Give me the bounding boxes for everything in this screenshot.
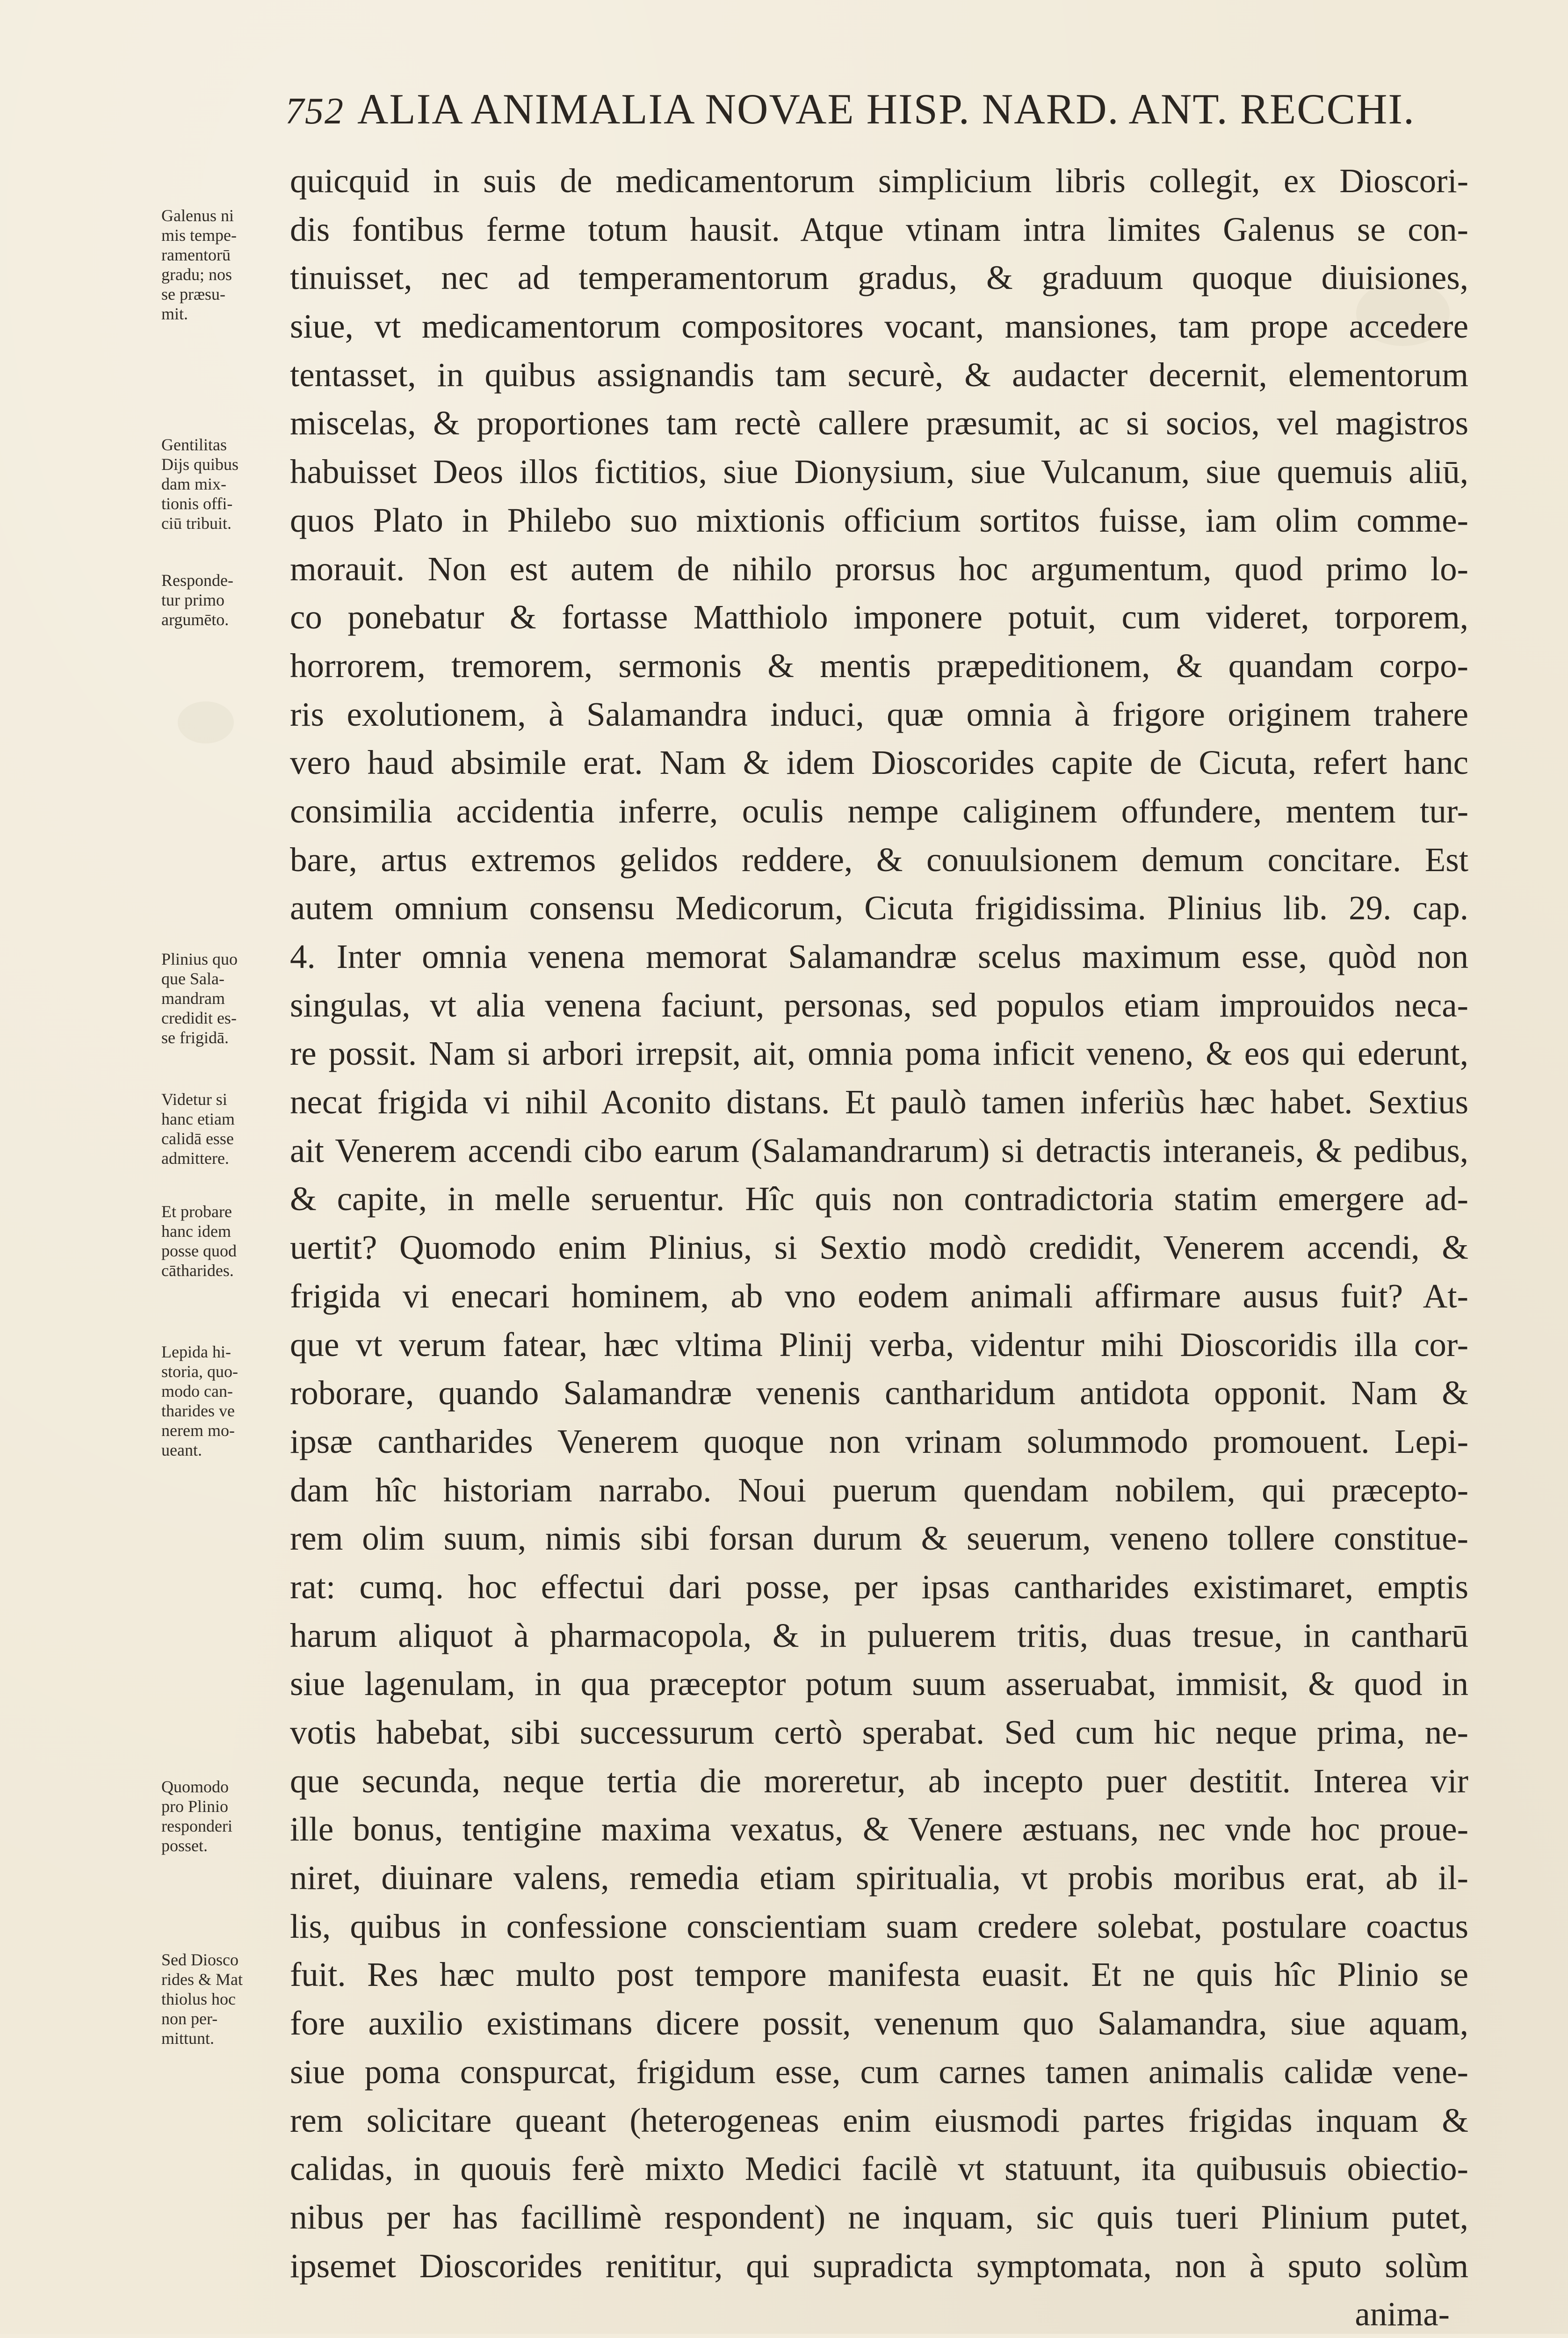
marginal-note-line: Quomodo bbox=[161, 1777, 229, 1796]
text-line: harum aliquot à pharmacopola, & in puluerem tritis, duas tresue, in cantharū bbox=[290, 1616, 1468, 1654]
marginal-note-line: posset. bbox=[161, 1836, 208, 1855]
marginal-note-line: tionis offi- bbox=[161, 494, 233, 513]
marginal-note-line: credidit es- bbox=[161, 1009, 237, 1027]
marginal-note bbox=[161, 206, 283, 324]
marginal-note-line: mit. bbox=[161, 304, 188, 323]
marginal-note-line: cātharides. bbox=[161, 1261, 234, 1280]
marginal-note-line: argumēto. bbox=[161, 610, 229, 629]
marginal-note-line: modo can- bbox=[161, 1382, 233, 1400]
text-line: tinuisset, nec ad temperamentorum gradus, & graduum quoque diuisiones, bbox=[290, 259, 1468, 297]
marginal-note-line: que Sala- bbox=[161, 969, 224, 988]
marginal-note-line: thiolus hoc bbox=[161, 1990, 236, 2008]
text-line: que vt verum fatear, hæc vltima Plinij verba, videntur mihi Dioscoridis illa cor- bbox=[290, 1325, 1468, 1364]
marginal-note bbox=[161, 435, 283, 533]
text-line: horrorem, tremorem, sermonis & mentis præpeditionem, & quandam corpo- bbox=[290, 646, 1468, 685]
marginal-note-line: ciū tribuit. bbox=[161, 514, 231, 533]
paper-stain bbox=[178, 701, 234, 743]
marginal-note bbox=[161, 1950, 283, 2048]
text-line: dis fontibus ferme totum hausit. Atque vtinam intra limites Galenus se con- bbox=[290, 210, 1468, 248]
marginal-note-line: rides & Mat bbox=[161, 1970, 243, 1989]
marginal-note-line: pro Plinio bbox=[161, 1797, 229, 1816]
marginal-note bbox=[161, 1202, 283, 1280]
text-line: tentasset, in quibus assignandis tam securè, & audacter decernit, elementorum bbox=[290, 355, 1468, 394]
marginal-note bbox=[161, 570, 283, 629]
text-line: 4. Inter omnia venena memorat Salamandræ scelus maximum esse, quòd non bbox=[290, 938, 1468, 975]
text-line: dam hîc historiam narrabo. Noui puerum quendam nobilem, qui præcepto- bbox=[290, 1471, 1468, 1509]
text-line: ipsemet Dioscorides renititur, qui supradicta symptomata, non à sputo solùm bbox=[290, 2246, 1468, 2285]
text-line: ipsæ cantharides Venerem quoque non vrinam solummodo promouent. Lepi- bbox=[290, 1422, 1468, 1460]
marginal-note bbox=[161, 1090, 283, 1168]
marginal-note-line: Plinius quo bbox=[161, 950, 238, 968]
text-line: fuit. Res hæc multo post tempore manifesta euasit. Et ne quis hîc Plinio se bbox=[290, 1956, 1468, 1994]
marginal-note-line: tur primo bbox=[161, 591, 224, 609]
marginal-note-line: Gentilitas bbox=[161, 435, 227, 454]
marginal-note-line: se frigidā. bbox=[161, 1028, 229, 1047]
text-line: niret, diuinare valens, remedia etiam spiritualia, vt probis moribus erat, ab il- bbox=[290, 1859, 1468, 1897]
text-line: re possit. Nam si arbori irrepsit, ait, omnia poma inficit veneno, & eos qui ederunt, bbox=[290, 1034, 1468, 1073]
text-line: miscelas, & proportiones tam rectè callere præsumit, ac si socios, vel magistros bbox=[290, 404, 1468, 442]
marginal-note-line: hanc idem bbox=[161, 1222, 231, 1241]
marginal-note-line: mis tempe- bbox=[161, 226, 237, 245]
marginal-note-line: storia, quo- bbox=[161, 1362, 238, 1381]
text-line: quicquid in suis de medicamentorum simplicium libris collegit, ex Dioscori- bbox=[290, 162, 1468, 200]
text-line: necat frigida vi nihil Aconito distans. Et paulò tamen inferiùs hæc habet. Sextius bbox=[290, 1083, 1468, 1121]
marginal-note-line: responderi bbox=[161, 1817, 232, 1835]
page-number: 752 bbox=[285, 91, 344, 132]
marginal-note-line: se præsu- bbox=[161, 285, 225, 303]
text-line: votis habebat, sibi successurum certò sperabat. Sed cum hic neque prima, ne- bbox=[290, 1713, 1468, 1751]
marginal-note-line: admittere. bbox=[161, 1149, 229, 1168]
running-title: ALIA ANIMALIA NOVAE HISP. NARD. ANT. RECCHI. bbox=[357, 85, 1416, 133]
marginal-note bbox=[161, 1777, 283, 1855]
text-line: ait Venerem accendi cibo earum (Salamandrarum) si detractis interaneis, & pedibus, bbox=[290, 1131, 1468, 1169]
catchword: anima- bbox=[1355, 2295, 1450, 2333]
text-line: que secunda, neque tertia die moreretur, ab incepto puer destitit. Interea vir bbox=[290, 1761, 1468, 1800]
text-line: siue poma conspurcat, frigidum esse, cum carnes tamen animalis calidæ vene- bbox=[290, 2052, 1468, 2091]
text-line: siue, vt medicamentorum compositores vocant, mansiones, tam prope accedere bbox=[290, 307, 1468, 346]
text-line: rat: cumq. hoc effectui dari posse, per ipsas cantharides existimaret, emptis bbox=[290, 1567, 1468, 1606]
text-line: co ponebatur & fortasse Matthiolo imponere potuit, cum videret, torporem, bbox=[290, 598, 1468, 636]
marginal-note-line: gradu; nos bbox=[161, 265, 232, 284]
marginal-note-line: calidā esse bbox=[161, 1129, 234, 1148]
marginal-note-line: Videtur si bbox=[161, 1090, 227, 1109]
marginal-note-line: Et probare bbox=[161, 1202, 232, 1221]
text-line: consimilia accidentia inferre, oculis nempe caliginem offundere, mentem tur- bbox=[290, 792, 1468, 830]
text-line: lis, quibus in confessione conscientiam suam credere solebat, postulare coactus bbox=[290, 1907, 1468, 1945]
marginal-note bbox=[161, 1342, 283, 1460]
page-header bbox=[285, 84, 1492, 154]
text-line: frigida vi enecari hominem, ab vno eodem animali affirmare ausus fuit? At- bbox=[290, 1277, 1468, 1315]
text-line: vero haud absimile erat. Nam & idem Dioscorides capite de Cicuta, refert hanc bbox=[290, 743, 1468, 782]
text-line: siue lagenulam, in qua præceptor potum suum asseruabat, immisit, & quod in bbox=[290, 1665, 1468, 1703]
marginal-note-line: tharides ve bbox=[161, 1401, 235, 1420]
text-line: rem olim suum, nimis sibi forsan durum & seuerum, veneno tollere constitue- bbox=[290, 1519, 1468, 1558]
text-line: habuisset Deos illos fictitios, siue Dionysium, siue Vulcanum, siue quemuis aliū, bbox=[290, 453, 1468, 491]
text-line: ille bonus, tentigine maxima vexatus, & Venere æstuans, nec vnde hoc proue- bbox=[290, 1810, 1468, 1848]
text-line: bare, artus extremos gelidos reddere, & conuulsionem demum concitare. Est bbox=[290, 840, 1468, 879]
marginal-note-line: Lepida hi- bbox=[161, 1342, 231, 1361]
text-line: autem omnium consensu Medicorum, Cicuta frigidissima. Plinius lib. 29. cap. bbox=[290, 889, 1468, 927]
text-line: morauit. Non est autem de nihilo prorsus hoc argumentum, quod primo lo- bbox=[290, 549, 1468, 588]
marginal-note-line: dam mix- bbox=[161, 475, 226, 493]
text-line: calidas, in quouis ferè mixto Medici facilè vt statuunt, ita quibusuis obiectio- bbox=[290, 2150, 1468, 2188]
marginal-note-line: mittunt. bbox=[161, 2029, 215, 2048]
text-line: roborare, quando Salamandræ venenis cantharidum antidota opponit. Nam & bbox=[290, 1374, 1468, 1412]
marginal-note-line: posse quod bbox=[161, 1241, 237, 1260]
main-text-column bbox=[290, 157, 1468, 2338]
text-line: nibus per has facillimè respondent) ne inquam, sic quis tueri Plinium putet, bbox=[290, 2198, 1468, 2236]
marginal-note bbox=[161, 949, 283, 1047]
marginal-note-line: Sed Diosco bbox=[161, 1950, 238, 1969]
text-line: singulas, vt alia venena faciunt, personas, sed populos etiam improuidos neca- bbox=[290, 986, 1468, 1024]
marginal-note-line: mandram bbox=[161, 989, 225, 1008]
marginal-note-line: Dijs quibus bbox=[161, 455, 239, 474]
marginal-note-line: nerem mo- bbox=[161, 1421, 235, 1440]
text-line: quos Plato in Philebo suo mixtionis officium sortitos fuisse, iam olim comme- bbox=[290, 501, 1468, 539]
marginal-note-line: ramentorū bbox=[161, 245, 231, 264]
marginal-note-line: ueant. bbox=[161, 1441, 202, 1459]
marginal-note-line: non per- bbox=[161, 2009, 218, 2028]
marginal-note-line: Responde- bbox=[161, 571, 233, 590]
text-line: rem solicitare queant (heterogeneas enim eiusmodi partes frigidas inquam & bbox=[290, 2101, 1468, 2139]
text-line: & capite, in melle seruentur. Hîc quis non contradictoria statim emergere ad- bbox=[290, 1180, 1468, 1218]
marginal-note-line: hanc etiam bbox=[161, 1110, 235, 1128]
text-line: ris exolutionem, à Salamandra induci, quæ omnia à frigore originem trahere bbox=[290, 695, 1468, 733]
text-line: fore auxilio existimans dicere possit, venenum quo Salamandra, siue aquam, bbox=[290, 2004, 1468, 2042]
text-line: uertit? Quomodo enim Plinius, si Sextio modò credidit, Venerem accendi, & bbox=[290, 1228, 1468, 1267]
marginal-note-line: Galenus ni bbox=[161, 206, 234, 225]
